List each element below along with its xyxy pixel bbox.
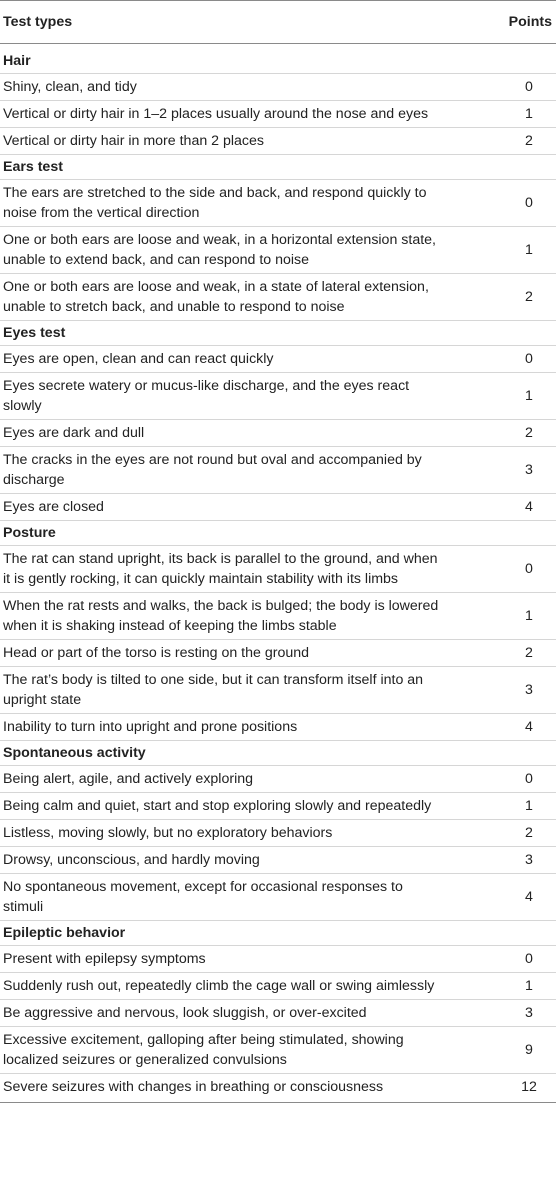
test-description: Eyes secrete watery or mucus-like discharge, and the eyes react slowly: [0, 373, 472, 420]
table-row: [0, 640, 556, 667]
test-description: Being alert, agile, and actively exploring: [0, 766, 472, 793]
test-description: One or both ears are loose and weak, in a state of lateral extension, unable to stretch back, and unable to respond to noise: [0, 274, 472, 321]
header-row: [0, 1, 556, 44]
test-description: Vertical or dirty hair in 1–2 places usually around the nose and eyes: [0, 101, 472, 128]
points-value: 1: [472, 973, 556, 1000]
table-row: [0, 1074, 556, 1103]
table-row: [0, 667, 556, 714]
points-value: 12: [472, 1074, 556, 1103]
table-row: [0, 346, 556, 373]
section-row: [0, 741, 556, 766]
test-description: Vertical or dirty hair in more than 2 places: [0, 128, 472, 155]
points-value: 2: [472, 640, 556, 667]
test-description: The rat can stand upright, its back is parallel to the ground, and when it is gently rocking, it can quickly maintain stability with its limbs: [0, 546, 472, 593]
table-row: [0, 101, 556, 128]
table-row: [0, 274, 556, 321]
test-description: Suddenly rush out, repeatedly climb the cage wall or swing aimlessly: [0, 973, 472, 1000]
table-body: [0, 44, 556, 1103]
points-value: 0: [472, 74, 556, 101]
test-description: Eyes are closed: [0, 494, 472, 521]
section-title: Hair: [0, 44, 556, 74]
points-value: 0: [472, 546, 556, 593]
test-description: Severe seizures with changes in breathing or consciousness: [0, 1074, 472, 1103]
table-row: [0, 766, 556, 793]
table-row: [0, 128, 556, 155]
points-value: 0: [472, 346, 556, 373]
table-row: [0, 1027, 556, 1074]
points-value: 2: [472, 274, 556, 321]
points-value: 9: [472, 1027, 556, 1074]
section-title: Spontaneous activity: [0, 741, 556, 766]
test-description: The cracks in the eyes are not round but oval and accompanied by discharge: [0, 447, 472, 494]
test-description: Eyes are dark and dull: [0, 420, 472, 447]
points-value: 4: [472, 714, 556, 741]
points-value: 3: [472, 667, 556, 714]
test-description: Shiny, clean, and tidy: [0, 74, 472, 101]
table-header: [0, 1, 556, 44]
table-row: [0, 714, 556, 741]
section-row: [0, 155, 556, 180]
section-title: Ears test: [0, 155, 556, 180]
test-description: One or both ears are loose and weak, in a horizontal extension state, unable to extend back, and can respond to noise: [0, 227, 472, 274]
section-title: Eyes test: [0, 321, 556, 346]
table-row: [0, 820, 556, 847]
points-value: 0: [472, 180, 556, 227]
points-value: 1: [472, 101, 556, 128]
table-row: [0, 74, 556, 101]
test-description: Drowsy, unconscious, and hardly moving: [0, 847, 472, 874]
table-row: [0, 180, 556, 227]
table-row: [0, 946, 556, 973]
points-value: 4: [472, 494, 556, 521]
table-row: [0, 546, 556, 593]
points-value: 1: [472, 227, 556, 274]
test-description: Excessive excitement, galloping after being stimulated, showing localized seizures or generalized convulsions: [0, 1027, 472, 1074]
table-row: [0, 793, 556, 820]
test-description: Present with epilepsy symptoms: [0, 946, 472, 973]
table-row: [0, 420, 556, 447]
points-value: 2: [472, 820, 556, 847]
section-title: Posture: [0, 521, 556, 546]
points-value: 1: [472, 373, 556, 420]
table-row: [0, 593, 556, 640]
section-row: [0, 321, 556, 346]
test-description: The ears are stretched to the side and back, and respond quickly to noise from the vertical direction: [0, 180, 472, 227]
test-description: Listless, moving slowly, but no exploratory behaviors: [0, 820, 472, 847]
points-value: 3: [472, 847, 556, 874]
points-value: 2: [472, 420, 556, 447]
test-description: Being calm and quiet, start and stop exploring slowly and repeatedly: [0, 793, 472, 820]
table-row: [0, 874, 556, 921]
section-row: [0, 921, 556, 946]
table-row: [0, 847, 556, 874]
test-description: When the rat rests and walks, the back is bulged; the body is lowered when it is shaking instead of keeping the limbs stable: [0, 593, 472, 640]
points-value: 0: [472, 766, 556, 793]
points-value: 1: [472, 793, 556, 820]
test-description: Head or part of the torso is resting on the ground: [0, 640, 472, 667]
section-row: [0, 44, 556, 74]
test-description: The rat’s body is tilted to one side, but it can transform itself into an upright state: [0, 667, 472, 714]
points-value: 1: [472, 593, 556, 640]
table-row: [0, 227, 556, 274]
header-test-types: Test types: [0, 1, 472, 44]
points-value: 2: [472, 128, 556, 155]
table-row: [0, 447, 556, 494]
test-description: Eyes are open, clean and can react quickly: [0, 346, 472, 373]
table-row: [0, 973, 556, 1000]
test-description: No spontaneous movement, except for occasional responses to stimuli: [0, 874, 472, 921]
section-row: [0, 521, 556, 546]
table-row: [0, 1000, 556, 1027]
section-title: Epileptic behavior: [0, 921, 556, 946]
points-value: 0: [472, 946, 556, 973]
points-value: 3: [472, 1000, 556, 1027]
test-description: Be aggressive and nervous, look sluggish, or over-excited: [0, 1000, 472, 1027]
points-value: 4: [472, 874, 556, 921]
test-description: Inability to turn into upright and prone positions: [0, 714, 472, 741]
table-row: [0, 494, 556, 521]
header-points: Points: [472, 1, 556, 44]
table-row: [0, 373, 556, 420]
points-value: 3: [472, 447, 556, 494]
